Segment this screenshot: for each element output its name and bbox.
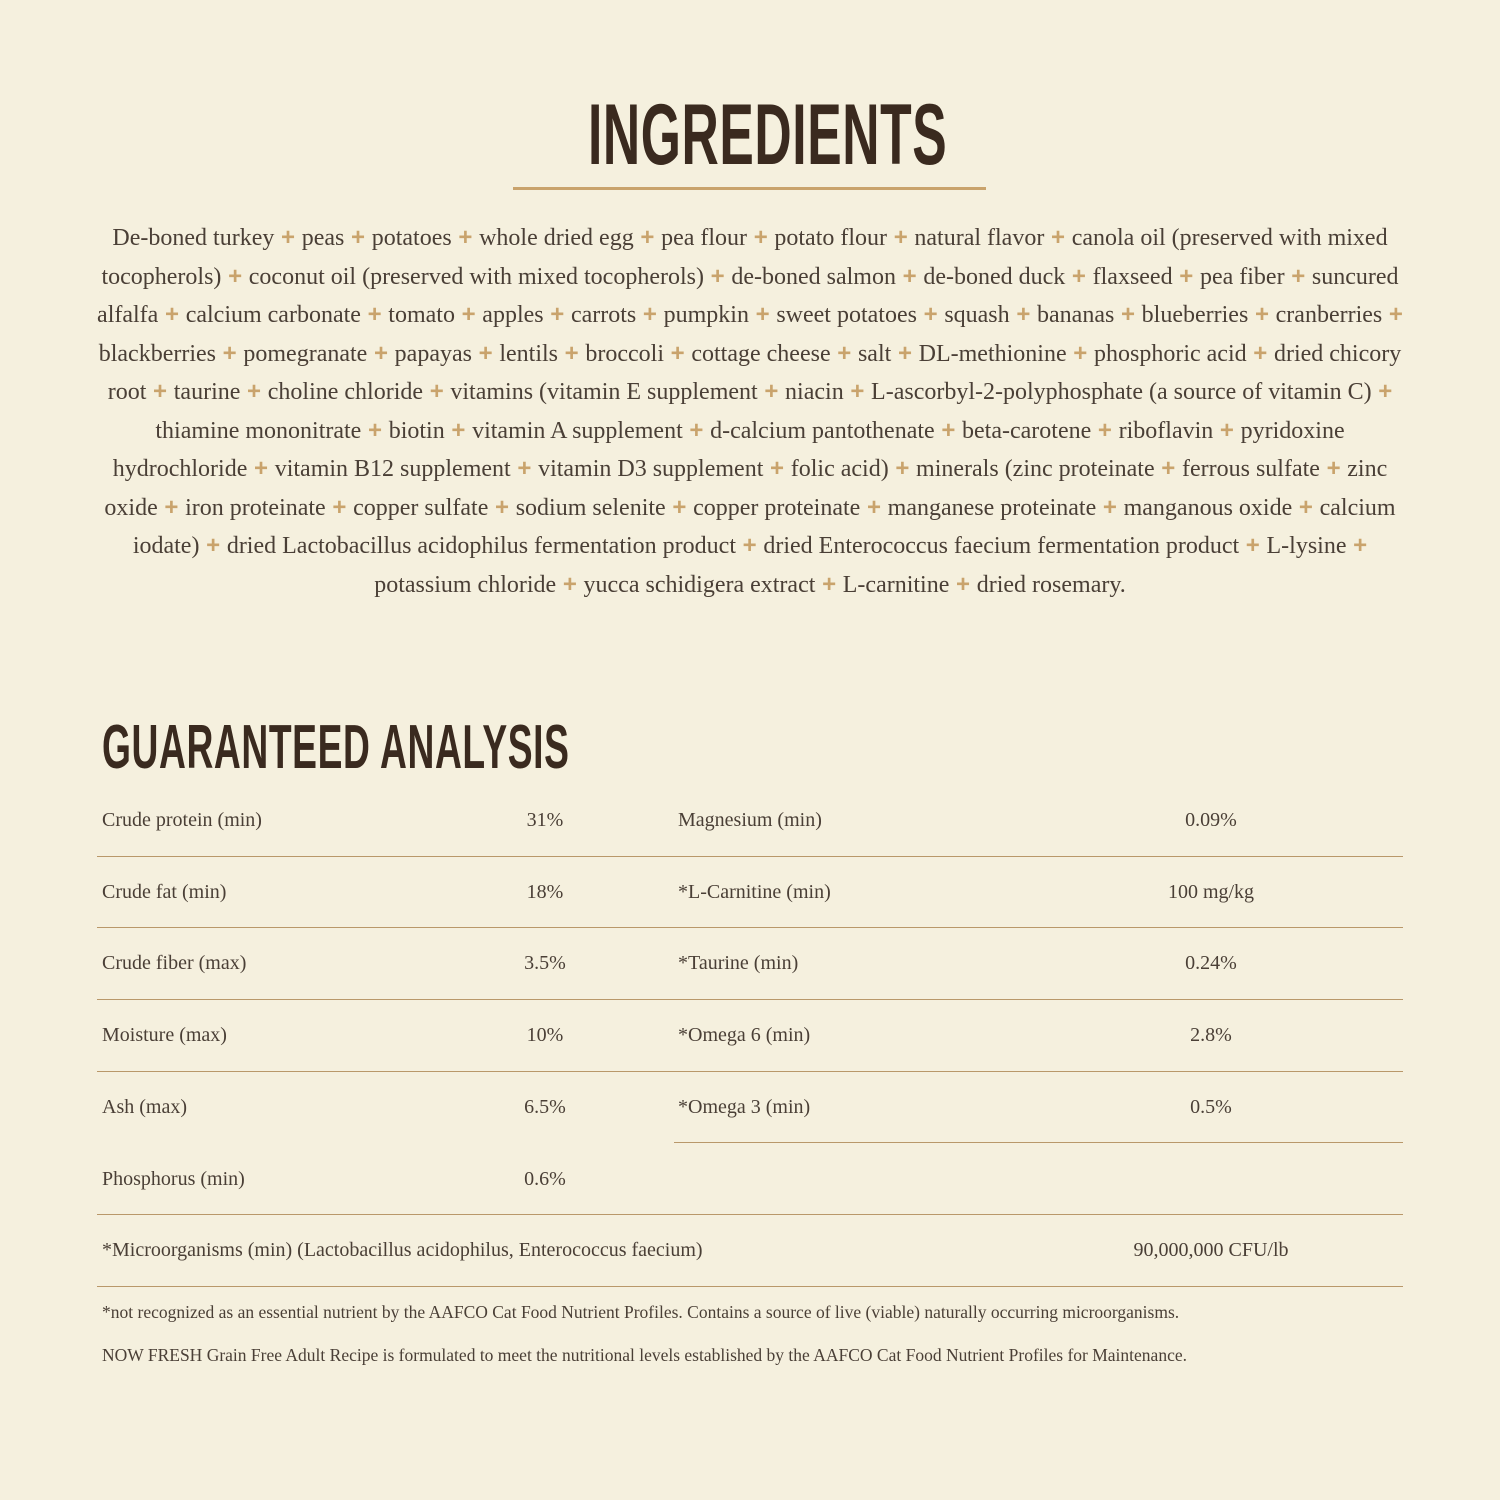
row-divider <box>97 999 1403 1000</box>
footnote: *not recognized as an essential nutrient by the AAFCO Cat Food Nutrient Profiles. Contains a source of live (viable) naturally occurring microorganisms. <box>102 1302 1180 1322</box>
plus-separator: + <box>423 378 451 405</box>
plus-separator: + <box>558 339 586 367</box>
nutrient-label: *Taurine (min) <box>678 952 799 975</box>
plus-separator: + <box>1382 301 1403 328</box>
ingredient-item: d-calcium pantothenate <box>710 417 935 444</box>
nutrient-label: *Microorganisms (min) (Lactobacillus acidophilus, Enterococcus faecium) <box>102 1239 703 1261</box>
nutrient-value: 0.6% <box>524 1167 566 1190</box>
ingredient-item: L-lysine <box>1266 533 1347 559</box>
nutrient-label: Ash (max) <box>102 1095 187 1118</box>
plus-separator: + <box>895 262 924 290</box>
ingredient-item: minerals (zinc proteinate <box>916 456 1155 482</box>
ingredient-item: vitamin D3 supplement <box>538 456 764 482</box>
ingredient-item: blueberries <box>1141 302 1249 328</box>
ingredient-item: vitamin A supplement <box>472 417 683 444</box>
ingredient-item: bananas <box>1037 302 1115 328</box>
ingredient-item: pyridoxine hydrochloride <box>112 417 1345 482</box>
ingredient-item: dried Enterococcus faecium fermentation product <box>763 533 1240 559</box>
nutrient-value: 6.5% <box>524 1095 566 1118</box>
nutrient-label: *Omega 6 (min) <box>678 1024 811 1047</box>
plus-separator: + <box>221 262 249 290</box>
ingredient-item: potato flour <box>774 225 888 251</box>
plus-separator: + <box>146 378 174 405</box>
nutrient-value: 100 mg/kg <box>1167 880 1255 903</box>
plus-separator: + <box>325 493 354 521</box>
nutrient-label: *Omega 3 (min) <box>678 1095 811 1118</box>
ingredient-item: salt <box>857 340 892 367</box>
plus-separator: + <box>367 339 395 367</box>
plus-separator: + <box>556 570 584 598</box>
plus-separator: + <box>247 455 275 482</box>
ingredient-item: DL-methionine <box>918 340 1067 367</box>
plus-separator: + <box>444 416 473 444</box>
plus-separator: + <box>815 570 843 598</box>
row-divider <box>97 1214 1403 1215</box>
plus-separator: + <box>1284 262 1312 290</box>
plus-separator: + <box>1346 532 1368 559</box>
nutrient-label: Phosphorus (min) <box>102 1167 245 1190</box>
ingredient-item: de-boned duck <box>923 263 1066 290</box>
plus-separator: + <box>949 570 977 598</box>
plus-separator: + <box>344 224 372 251</box>
plus-separator: + <box>1044 224 1072 251</box>
plus-separator: + <box>748 301 777 328</box>
plus-separator: + <box>757 378 786 405</box>
plus-separator: + <box>488 493 516 521</box>
ingredient-item: De-boned turkey <box>112 225 275 251</box>
ingredient-item: suncured alfalfa <box>97 263 1399 328</box>
plus-separator: + <box>158 301 186 328</box>
nutrient-label: Magnesium (min) <box>678 809 822 831</box>
ingredient-item: papayas <box>394 340 472 367</box>
ingredient-item: zinc oxide <box>104 456 1388 521</box>
plus-separator: + <box>1154 455 1182 482</box>
plus-separator: + <box>636 301 664 328</box>
plus-separator: + <box>747 224 775 251</box>
plus-separator: + <box>1096 493 1124 521</box>
guaranteed-analysis-heading: GUARANTEED ANALYSIS <box>102 713 570 782</box>
plus-separator: + <box>1066 339 1094 367</box>
nutrient-value: 18% <box>526 880 564 903</box>
ingredient-item: calcium iodate) <box>132 494 1396 559</box>
ingredient-item: phosphoric acid <box>1093 340 1247 367</box>
plus-separator: + <box>916 301 945 328</box>
row-divider <box>97 1286 1403 1287</box>
ingredient-item: potatoes <box>371 225 452 251</box>
ingredient-item: manganous oxide <box>1123 494 1293 521</box>
nutrient-value: 2.8% <box>1190 1024 1232 1047</box>
plus-separator: + <box>1292 493 1320 521</box>
ingredient-item: dried Lactobacillus acidophilus fermentation product <box>226 533 736 559</box>
ingredient-item: iron proteinate <box>185 494 326 521</box>
plus-separator: + <box>360 301 389 328</box>
plus-separator: + <box>763 455 791 482</box>
ingredients-list <box>92 219 1408 604</box>
plus-separator: + <box>887 224 915 251</box>
plus-separator: + <box>1172 262 1200 290</box>
ingredient-item: riboflavin <box>1118 417 1214 444</box>
plus-separator: + <box>665 493 694 521</box>
ingredient-item: copper proteinate <box>693 494 861 521</box>
nutrient-value: 31% <box>526 809 564 831</box>
row-divider <box>674 1142 1403 1143</box>
aafco-statement: NOW FRESH Grain Free Adult Recipe is formulated to meet the nutritional levels established by the AAFCO Cat Food Nutrient Profiles for Maintenance. <box>102 1345 1187 1365</box>
plus-separator: + <box>510 455 539 482</box>
plus-separator: + <box>199 532 227 559</box>
plus-separator: + <box>543 301 571 328</box>
ingredient-item: L-carnitine <box>842 571 950 598</box>
ingredient-item: cranberries <box>1275 302 1383 328</box>
plus-separator: + <box>157 493 186 521</box>
ingredient-item: sodium selenite <box>515 494 666 521</box>
plus-separator: + <box>1319 455 1348 482</box>
ingredient-item: copper sulfate <box>353 494 489 521</box>
ingredient-item: broccoli <box>585 340 664 367</box>
ingredient-item: natural flavor <box>914 225 1045 251</box>
plus-separator: + <box>1009 301 1038 328</box>
ingredient-item: pea flour <box>661 225 748 251</box>
plus-separator: + <box>891 339 919 367</box>
row-divider <box>97 1071 1403 1072</box>
plus-separator: + <box>1065 262 1093 290</box>
ingredient-item: biotin <box>388 417 445 444</box>
plus-separator: + <box>843 378 872 405</box>
plus-separator: + <box>361 416 389 444</box>
ingredient-item: cottage cheese <box>691 340 831 367</box>
ingredient-item: de-boned salmon <box>731 263 896 290</box>
plus-separator: + <box>274 224 302 251</box>
plus-separator: + <box>860 493 888 521</box>
ingredient-item: folic acid) <box>790 456 889 482</box>
ingredient-item: manganese proteinate <box>887 494 1097 521</box>
ingredient-item: tomato <box>388 302 455 328</box>
heading-divider <box>513 187 986 190</box>
ingredient-item: blackberries <box>98 340 217 367</box>
nutrient-label: Crude protein (min) <box>102 809 262 831</box>
plus-separator: + <box>830 339 858 367</box>
ingredient-item: pea fiber <box>1199 263 1285 290</box>
ingredient-item: coconut oil (preserved with mixed tocopherols) <box>248 263 704 290</box>
nutrient-label: Crude fiber (max) <box>102 952 247 975</box>
ingredient-item: beta-carotene <box>962 417 1092 444</box>
ingredient-item: taurine <box>173 379 241 405</box>
ingredient-item: lentils <box>499 340 558 367</box>
plus-separator: + <box>1114 301 1142 328</box>
row-divider <box>97 927 1403 928</box>
ingredient-item: whole dried egg <box>479 225 634 251</box>
ingredient-item: pomegranate <box>243 340 368 367</box>
nutrient-value: 90,000,000 CFU/lb <box>1133 1239 1289 1261</box>
row-divider <box>97 856 1403 857</box>
plus-separator: + <box>1239 532 1267 559</box>
plus-separator: + <box>451 224 480 251</box>
ingredient-item: flaxseed <box>1092 263 1173 290</box>
ingredient-item: ferrous sulfate <box>1181 456 1320 482</box>
plus-separator: + <box>1246 339 1274 367</box>
plus-separator: + <box>1091 416 1119 444</box>
plus-separator: + <box>664 339 692 367</box>
plus-separator: + <box>1248 301 1276 328</box>
ingredient-item: dried chicory root <box>107 340 1402 405</box>
ingredient-item: vitamins (vitamin E supplement <box>450 379 758 405</box>
plus-separator: + <box>1371 378 1393 405</box>
plus-separator: + <box>216 339 244 367</box>
ingredient-item: choline chloride <box>267 379 424 405</box>
nutrient-value: 10% <box>526 1024 564 1047</box>
plus-separator: + <box>240 378 268 405</box>
plus-separator: + <box>934 416 963 444</box>
nutrient-value: 3.5% <box>524 952 566 975</box>
ingredient-item: peas <box>301 225 345 251</box>
ingredient-item: thiamine mononitrate <box>155 417 362 444</box>
plus-separator: + <box>703 262 732 290</box>
nutrient-value: 0.09% <box>1185 809 1237 831</box>
ingredient-item: niacin <box>785 379 844 405</box>
ingredient-item: sweet potatoes <box>776 302 917 328</box>
ingredient-item: L-ascorbyl-2-polyphosphate (a source of vitamin C) <box>871 379 1372 405</box>
ingredient-item: apples <box>482 302 544 328</box>
nutrient-label: Moisture (max) <box>102 1024 227 1047</box>
ingredient-item: canola oil (preserved with mixed tocopherols) <box>101 225 1388 290</box>
ingredient-item: vitamin B12 supplement <box>274 456 511 482</box>
ingredient-item: dried rosemary. <box>976 571 1126 598</box>
plus-separator: + <box>888 455 917 482</box>
ingredient-item: carrots <box>570 302 637 328</box>
plus-separator: + <box>682 416 711 444</box>
ingredient-item: calcium carbonate <box>185 302 361 328</box>
plus-separator: + <box>471 339 500 367</box>
nutrient-value: 0.5% <box>1190 1095 1232 1118</box>
plus-separator: + <box>633 224 662 251</box>
nutrient-label: Crude fat (min) <box>102 880 227 903</box>
plus-separator: + <box>454 301 483 328</box>
ingredient-item: potassium chloride <box>374 571 557 598</box>
plus-separator: + <box>735 532 764 559</box>
ingredients-heading: INGREDIENTS <box>588 87 948 183</box>
ingredient-item: yucca schidigera extract <box>583 571 816 598</box>
nutrient-value: 0.24% <box>1185 952 1237 975</box>
plus-separator: + <box>1213 416 1241 444</box>
ingredient-item: squash <box>944 302 1010 328</box>
ingredient-item: pumpkin <box>663 302 749 328</box>
nutrient-label: *L-Carnitine (min) <box>678 880 831 903</box>
